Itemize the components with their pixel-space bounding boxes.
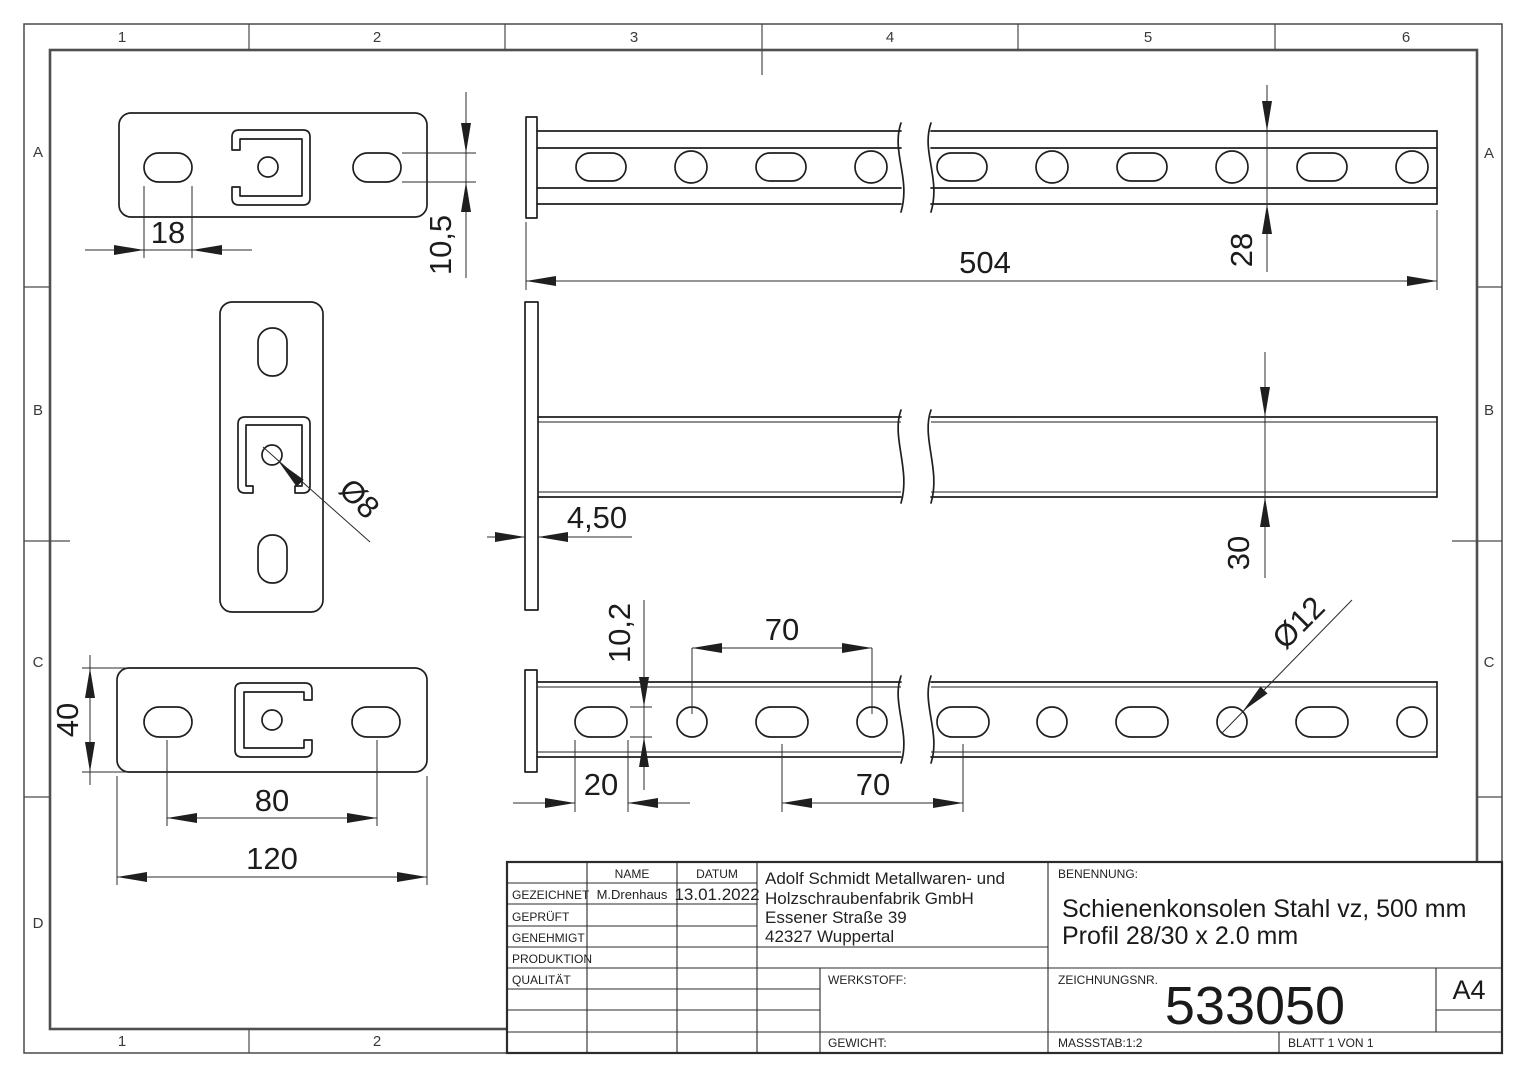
dim-dia8-label: Ø8: [332, 471, 387, 526]
grid-col-4-top: 4: [885, 29, 895, 46]
view-rail-side: [487, 302, 1437, 610]
tb-drawing-number: 533050: [1164, 976, 1346, 1036]
break-lines: [898, 410, 934, 503]
tb-drawn-date: 13.01.2022: [674, 885, 760, 904]
material-thickness-lines: [537, 687, 1437, 752]
grid-row-c-right: C: [1483, 654, 1495, 671]
tb-label-produktion: PRODUKTION: [512, 952, 593, 966]
tb-company-line2: Holzschraubenfabrik GmbH: [765, 889, 974, 908]
rail-edges: [537, 682, 1437, 757]
dim-70-top-label: 70: [764, 612, 800, 647]
dim-30-label: 30: [1221, 535, 1256, 571]
slot-hole: [353, 153, 401, 182]
dim-4-50-label: 4,50: [566, 500, 628, 535]
grid-col-2-bottom: 2: [372, 1033, 382, 1050]
tb-gewicht-label: GEWICHT:: [828, 1036, 887, 1050]
tb-paper-format: A4: [1452, 975, 1486, 1005]
dim-40-label: 40: [50, 702, 85, 738]
grid-row-c-left: C: [32, 654, 44, 671]
break-lines: [898, 123, 934, 212]
leader-arrow: [279, 462, 304, 487]
view-rail-bottom: [513, 589, 1437, 812]
dim-70-bottom-label: 70: [855, 767, 891, 802]
dim-504-label: 504: [959, 245, 1011, 280]
break-lines: [898, 676, 934, 763]
slot-hole: [258, 535, 287, 583]
grid-row-b-left: B: [32, 402, 44, 419]
grid-col-6-top: 6: [1401, 29, 1411, 46]
grid-col-3-top: 3: [629, 29, 639, 46]
channel-clip: [232, 130, 310, 205]
grid-col-2-top: 2: [372, 29, 382, 46]
tb-werkstoff-label: WERKSTOFF:: [828, 973, 907, 987]
tb-label-gezeichnet: GEZEICHNET: [512, 888, 590, 902]
dim-10-2-label: 10,2: [602, 602, 637, 664]
grid-col-1-bottom: 1: [117, 1033, 127, 1050]
dimension-lines: [85, 92, 476, 278]
leader-arrow: [1243, 687, 1268, 712]
grid-row-b-right: B: [1483, 402, 1495, 419]
dim-28-label: 28: [1224, 232, 1259, 268]
slot-hole: [144, 707, 192, 737]
mounting-plate: [526, 117, 537, 218]
dim-dia12-label: Ø12: [1265, 589, 1332, 656]
tb-benennung-label: BENENNUNG:: [1058, 867, 1139, 881]
dim-80-label: 80: [254, 783, 290, 818]
tb-sheet-info: BLATT 1 VON 1: [1288, 1036, 1374, 1050]
tb-name-header: NAME: [614, 867, 650, 881]
bracket-outline: [119, 113, 427, 217]
bracket-outline: [220, 302, 323, 612]
tb-label-qualitaet: QUALITÄT: [512, 973, 571, 987]
tb-part-name-line2: Profil 28/30 x 2.0 mm: [1062, 922, 1299, 950]
tb-company-line4: 42327 Wuppertal: [765, 927, 895, 946]
round-hole: [262, 710, 282, 730]
slot-hole: [144, 153, 192, 182]
mounting-plate: [525, 302, 538, 610]
slot-hole: [258, 328, 287, 376]
dim-10-5-label: 10,5: [423, 214, 458, 276]
material-thickness-lines: [538, 422, 1437, 492]
dimension-lines: [513, 600, 1352, 812]
tb-label-geprueft: GEPRÜFT: [512, 910, 570, 924]
view-rail-top: [526, 85, 1437, 290]
slot-hole: [352, 707, 400, 737]
channel-clip: [235, 683, 312, 757]
round-hole: [258, 157, 278, 177]
tb-company-line1: Adolf Schmidt Metallwaren- und: [765, 869, 1006, 888]
rail-holes: [576, 151, 1428, 183]
grid-row-d-left: D: [32, 915, 44, 932]
grid-row-a-left: A: [32, 144, 44, 161]
dimension-lines: [487, 352, 1265, 578]
view-bracket-bottom: [50, 655, 427, 885]
tb-scale: MASSSTAB:1:2: [1058, 1036, 1143, 1050]
tb-zeichnungsnr-label: ZEICHNUNGSNR.: [1058, 973, 1159, 987]
dim-20-label: 20: [583, 767, 619, 802]
title-block: [507, 862, 1502, 1053]
dimension-arrows: [545, 643, 1268, 808]
grid-col-1-top: 1: [117, 29, 127, 46]
tb-drawn-by: M.Drenhaus: [596, 887, 668, 902]
tb-label-genehmigt: GENEHMIGT: [512, 931, 585, 945]
view-bracket-front: [220, 302, 386, 612]
dim-18-label: 18: [150, 215, 186, 250]
mounting-plate: [525, 670, 537, 772]
rail-edges: [538, 417, 1437, 497]
tb-part-name-line1: Schienenkonsolen Stahl vz, 500 mm: [1062, 895, 1467, 923]
tb-company-line3: Essener Straße 39: [765, 908, 907, 927]
grid-row-a-right: A: [1483, 145, 1495, 162]
view-bracket-top: [85, 92, 476, 278]
grid-col-5-top: 5: [1143, 29, 1153, 46]
tb-datum-header: DATUM: [696, 867, 738, 881]
dim-120-label: 120: [246, 841, 298, 876]
rail-holes: [575, 707, 1427, 737]
